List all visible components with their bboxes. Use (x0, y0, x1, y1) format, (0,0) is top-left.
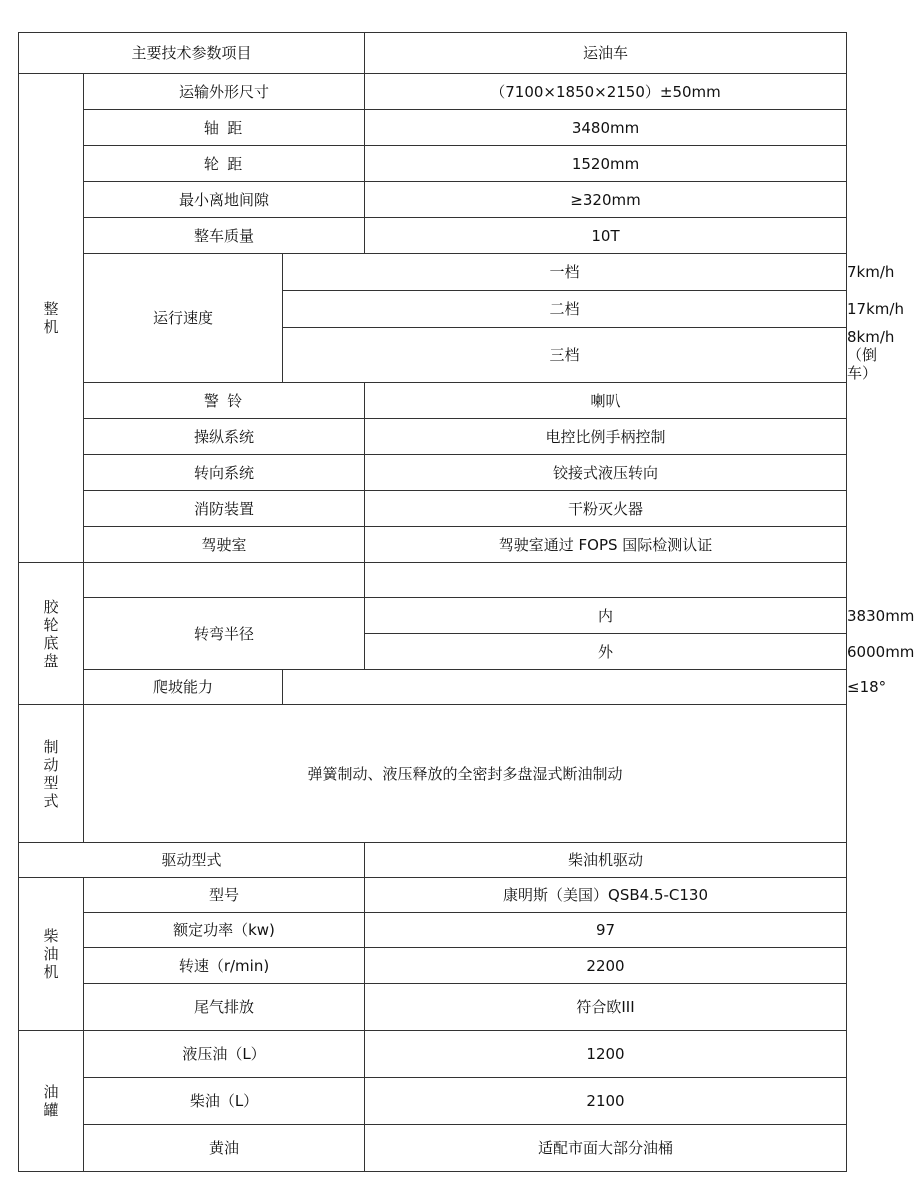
row-value: 康明斯（美国）QSB4.5-C130 (365, 878, 847, 913)
row-label: 驱动型式 (19, 843, 365, 878)
table-row: 二档 17km/h (19, 291, 847, 328)
gear-label: 二档 (283, 291, 847, 328)
header-row (19, 33, 847, 74)
turning-sub-label: 外 (365, 634, 847, 670)
row-label: 警 铃 (84, 383, 365, 419)
table-row (19, 74, 847, 110)
row-label: 转向系统 (84, 455, 365, 491)
row-label: 转速（r/min) (84, 948, 365, 984)
row-label: 爬坡能力 (84, 670, 283, 705)
row-label: 轮 距 (84, 146, 365, 182)
row-label: 运行速度 (84, 254, 283, 383)
table-row (19, 1031, 847, 1078)
table-row: 三档 8km/h（倒车） (19, 328, 847, 383)
row-label: 额定功率（kw) (84, 913, 365, 948)
row-value: 1200 (365, 1031, 847, 1078)
spec-table (18, 32, 914, 1172)
group-label-tanks: 油 罐 (19, 1031, 84, 1172)
empty-cell (365, 563, 847, 598)
table-row: 运行速度 一档 7km/h (19, 254, 847, 291)
table-row (19, 948, 847, 984)
header-left: 主要技术参数项目 (19, 33, 365, 74)
empty-cell (283, 670, 847, 705)
row-label: 尾气排放 (84, 984, 365, 1031)
table-row: 爬坡能力 ≤18° (19, 670, 847, 705)
row-label: 操纵系统 (84, 419, 365, 455)
brake-value: 弹簧制动、液压释放的全密封多盘湿式断油制动 (84, 705, 847, 843)
row-value: 电控比例手柄控制 (365, 419, 847, 455)
table-row (19, 1078, 847, 1125)
group-label-chassis: 胶 轮 底 盘 (19, 563, 84, 705)
header-right: 运油车 (365, 33, 847, 74)
empty-cell (84, 563, 365, 598)
row-label: 驾驶室 (84, 527, 365, 563)
row-label: 液压油（L） (84, 1031, 365, 1078)
row-value: 2100 (365, 1078, 847, 1125)
row-value: 2200 (365, 948, 847, 984)
table-row (19, 491, 847, 527)
row-value: ≥320mm (365, 182, 847, 218)
table-row: 转弯半径 内 3830mm (19, 598, 847, 634)
row-value: 符合欧III (365, 984, 847, 1031)
table-row (19, 419, 847, 455)
table-row (19, 146, 847, 182)
row-value: 柴油机驱动 (365, 843, 847, 878)
row-label: 轴 距 (84, 110, 365, 146)
row-value: 驾驶室通过 FOPS 国际检测认证 (365, 527, 847, 563)
row-label: 转弯半径 (84, 598, 365, 670)
group-label-brake: 制 动 型 式 (19, 705, 84, 843)
row-value: 97 (365, 913, 847, 948)
table-row (19, 878, 847, 913)
row-label: 黄油 (84, 1125, 365, 1172)
table-row (19, 1125, 847, 1172)
row-label: 整车质量 (84, 218, 365, 254)
table-row (19, 843, 847, 878)
turning-sub-label: 内 (365, 598, 847, 634)
table-row (19, 984, 847, 1031)
table-row: 外 6000mm (19, 634, 847, 670)
row-label: 柴油（L） (84, 1078, 365, 1125)
group-label-vehicle: 整 机 (19, 74, 84, 563)
gear-label: 一档 (283, 254, 847, 291)
table-row (19, 383, 847, 419)
row-value: 10T (365, 218, 847, 254)
table-row (19, 527, 847, 563)
table-row (19, 455, 847, 491)
row-value: （7100×1850×2150）±50mm (365, 74, 847, 110)
gear-label: 三档 (283, 328, 847, 383)
row-label: 型号 (84, 878, 365, 913)
row-value: 铰接式液压转向 (365, 455, 847, 491)
table-row (19, 110, 847, 146)
row-value: 1520mm (365, 146, 847, 182)
row-label: 运输外形尺寸 (84, 74, 365, 110)
table-row (19, 182, 847, 218)
table-row (19, 563, 847, 598)
row-value: 适配市面大部分油桶 (365, 1125, 847, 1172)
table-row (19, 705, 847, 843)
table-row (19, 218, 847, 254)
row-label: 最小离地间隙 (84, 182, 365, 218)
table-row (19, 913, 847, 948)
group-label-engine: 柴 油 机 (19, 878, 84, 1031)
row-label: 消防装置 (84, 491, 365, 527)
row-value: 喇叭 (365, 383, 847, 419)
row-value: 干粉灭火器 (365, 491, 847, 527)
row-value: 3480mm (365, 110, 847, 146)
